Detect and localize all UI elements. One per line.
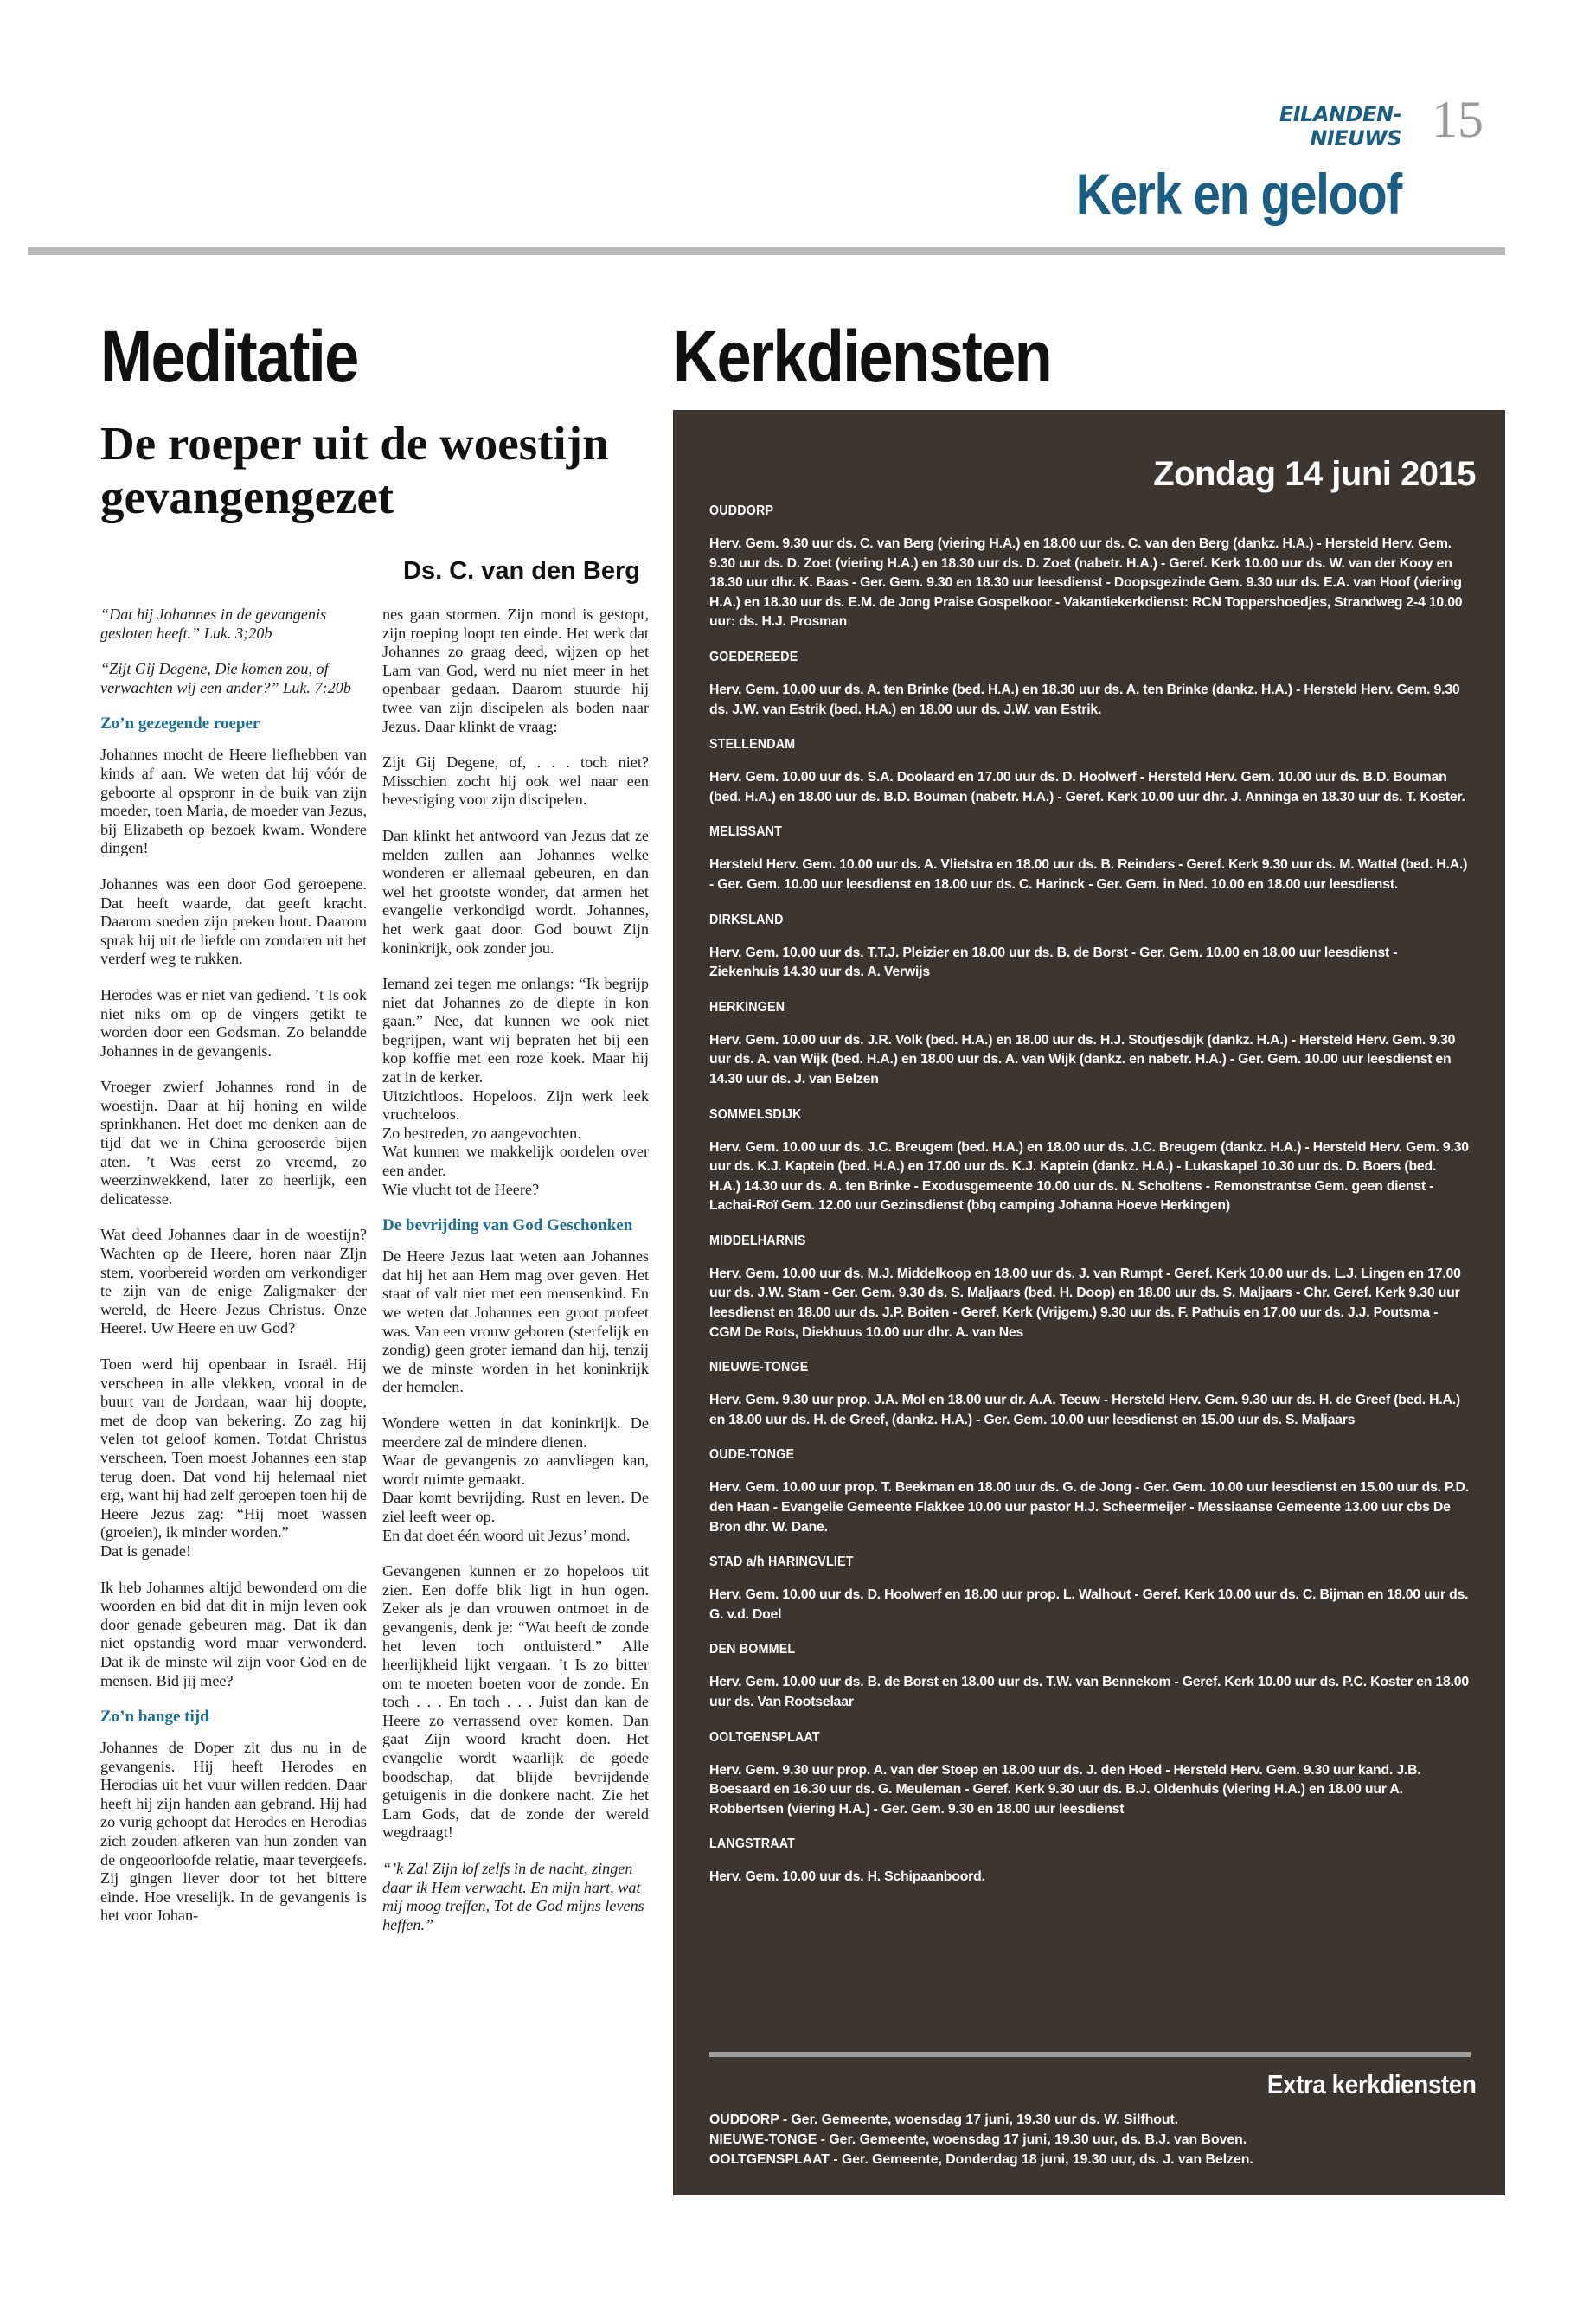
place-name: DEN BOMMEL	[709, 1642, 796, 1657]
place-name: MIDDELHARNIS	[709, 1233, 806, 1248]
quote: “’k Zal Zijn lof zelfs in de nacht, zingen daar ik Hem verwacht. En mijn hart, wat mij moog treffen, Tot de God mijns levens heffen.”	[382, 1860, 644, 1933]
paragraph: De Heere Jezus laat weten aan Johannes dat hij het aan Hem mag over geven. Het staat of valt niet met een mensenkind. En we weten dat Johannes een groot profeet was. Van een vrouw geboren (sterfelijk en zondig) geen groter iemand dan hij, tenzij we de minste worden in het koninkrijk der hemelen.	[382, 1247, 649, 1396]
place-services: Herv. Gem. 9.30 uur ds. C. van Berg (viering H.A.) en 18.00 uur ds. C. van den Berg (dankz. H.A.) - Hersteld Herv. Gem. 9.30 uur ds. D. Zoet (viering H.A.) en 18.30 uur ds. D. Zoet (nabetr. H.A.) - Geref. Kerk 10.00 uur ds. W. van der Kooy en 18.30 uur dhr. K. Baas - Ger. Gem. 9.30 en 18.30 uur leesdienst - Doopsgezinde Gem. 9.30 uur ds. E.A. van Hoof (viering H.A.) en 18.30 uur ds. E.M. de Jong Praise Gospelkoor - Vakantiekerkdienst: RCN Toppershoedjes, Strandweg 2-4 10.00 uur: ds. H.J. Prosman	[709, 536, 1463, 630]
place-name: HERKINGEN	[709, 999, 785, 1015]
paragraph: Gevangenen kunnen er zo hopeloos uit zien. Een doffe blik ligt in hun ogen. Zeker als je dan vrouwen ontmoet in de gevangenis, denk je: “Wat heeft de zonde het leven toch ontluisterd.” Alle heerlijkheid lijkt vergaan. ’t Is zo bitter om te moeten boeten voor de zonde. En toch . . . En toch . . . Juist dan kan de Heere zo verrassend over komen. Dan gaat Zijn woord kracht doen. Het evangelie wordt waarlijk de goede boodschap, dat blijde bevrijdende getuigenis in die donkere nacht. Zie het Lam Gods, dat de zonde der wereld wegdraagt!	[382, 1562, 649, 1842]
page-number: 15	[1432, 91, 1484, 148]
article-title: De roeper uit de woestijn gevangengezet	[100, 417, 609, 523]
article-column-2	[382, 606, 649, 1952]
quote: “Dat hij Johannes in de gevangenis gesloten heeft.” Luk. 3;20b	[100, 606, 327, 642]
extra-divider	[709, 2052, 1471, 2057]
place-name: OUDDORP	[709, 503, 774, 518]
place-name: DIRKSLAND	[709, 912, 784, 927]
paragraph: Dan klinkt het antwoord van Jezus dat ze melden zullen aan Johannes welke wonderen er allemaal gebeuren, en dan wel het grootste wonder, dat armen het evangelie verkondigd wordt. Johannes, het werk gaat door. God bouwt Zijn koninkrijk, ook zonder jou.	[382, 826, 649, 957]
place-name: STAD a/h HARINGVLIET	[709, 1554, 854, 1570]
section-title: Kerk en geloof	[1075, 162, 1401, 226]
paragraph: Dat is genade!	[100, 1541, 192, 1560]
extra-service-line: OOLTGENSPLAAT - Ger. Gemeente, Donderdag 18 juni, 19.30 uur, ds. J. van Belzen.	[709, 2151, 1253, 2167]
place-name: SOMMELSDIJK	[709, 1106, 802, 1122]
subheading: Zo’n bange tijd	[100, 1708, 209, 1727]
place-name: STELLENDAM	[709, 737, 796, 753]
place-services: Herv. Gem. 10.00 uur ds. S.A. Doolaard en 17.00 uur ds. D. Hoolwerf - Hersteld Herv. Gem. 10.00 uur ds. B.D. Bouman (bed. H.A.) en 18.00 uur ds. B.D. Bouman (nabetr. H.A.) - Geref. Kerk 10.00 uur dhr. J. Anninga en 18.30 uur ds. T. Koster.	[709, 770, 1465, 804]
paragraph: Ik heb Johannes altijd bewonderd om die woorden en bid dat dit in mijn leven ook door genade gebeuren mag. Dat ik dan niet opstandig word maar verwonderd. Dat ik de minste wil zijn voor God en de mensen. Bid jij mee?	[100, 1578, 367, 1689]
meditatie-heading: Meditatie	[100, 316, 358, 397]
place-services: Herv. Gem. 10.00 uur prop. T. Beekman en 18.00 uur ds. G. de Jong - Ger. Gem. 10.00 uur leesdienst en 15.00 uur ds. P.D. den Haan - Evangelie Gemeente Flakkee 10.00 uur pastor H.J. Scheermeijer - Messiaanse Gemeente 13.00 uur cbs De Bron dhr. W. Dane.	[709, 1480, 1469, 1535]
place-name: NIEUWE-TONGE	[709, 1360, 809, 1375]
paragraph: Daar komt bevrijding. Rust en leven. De ziel leeft weer op.	[382, 1489, 649, 1525]
place-services: Herv. Gem. 10.00 uur ds. J.C. Breugem (bed. H.A.) en 18.00 uur ds. J.C. Breugem (dankz. H.A.) - Hersteld Herv. Gem. 9.30 uur ds. K.J. Kaptein (bed. H.A.) en 17.00 uur ds. K.J. Kaptein (dankz. H.A.) - Lukaskapel 10.30 uur ds. D. Boers (bed. H.A.) 14.30 uur ds. A. ten Brinke - Exodusgemeente 10.00 uur ds. N. Scholtens - Remonstrantse Gem. geen dienst - Lachai-Roï Gem. 12.00 uur Gezinsdienst (bbq camping Johanna Hoeve Herkingen)	[709, 1139, 1469, 1214]
place-name: MELISSANT	[709, 824, 783, 840]
place-services: Herv. Gem. 10.00 uur ds. D. Hoolwerf en 18.00 uur prop. L. Walhout - Geref. Kerk 10.00 uur ds. C. Bijman en 18.00 uur ds. G. v.d. Doel	[709, 1587, 1469, 1622]
place-name: GOEDEREEDE	[709, 649, 798, 664]
paragraph: Wondere wetten in dat koninkrijk. De meerdere zal de mindere dienen.	[382, 1413, 649, 1451]
extra-services-list	[709, 2111, 1471, 2170]
paragraph: Vroeger zwierf Johannes rond in de woestijn. Daar at hij honing en wilde sprinkhanen. Het doet me denken aan de tijd dat we in China gerooserde bijen aten. ’t Was eerst zo vreemd, zo weerzinwekkend, later zo heerlijk, een delicatesse.	[100, 1078, 367, 1208]
place-services: Herv. Gem. 10.00 uur ds. M.J. Middelkoop en 18.00 uur ds. J. van Rumpt - Geref. Kerk 10.00 uur ds. L.J. Lingen en 17.00 uur ds. J.W. Stam - Ger. Gem. 9.30 ds. S. Maljaars (bed. H. Doop) en 18.00 uur ds. S. Maljaars - Chr. Geref. Kerk 9.30 uur leesdienst en 18.00 uur ds. J.P. Boiten - Geref. Kerk (Vrijgem.) 9.30 uur ds. F. Pathuis en 17.00 uur ds. J.J. Poutsma - CGM De Rots, Diekhuus 10.00 uur dhr. A. van Nes	[709, 1266, 1461, 1340]
place-services: Herv. Gem. 10.00 uur ds. T.T.J. Pleizier en 18.00 uur ds. B. de Borst - Ger. Gem. 10.00 en 18.00 uur leesdienst - Ziekenhuis 14.30 uur ds. A. Verwijs	[709, 945, 1398, 980]
paragraph: Herodes was er niet van gediend. ’t Is ook niet niks om op de vingers getikt te worden door een Godsman. Zo belandde Johannes in de gevangenis.	[100, 985, 367, 1060]
paragraph: En dat doet één woord uit Jezus’ mond.	[382, 1526, 631, 1544]
paragraph: Johannes mocht de Heere liefhebben van kinds af aan. We weten dat hij vóór de geboorte al opspronг in de buik van zijn moeder, toen Maria, de moeder van Jezus, bij Elizabeth op bezoek kwam. Wondere dingen!	[100, 746, 367, 857]
place-name: OUDE-TONGE	[709, 1447, 795, 1463]
paragraph: Johannes was een door God geroepene. Dat heeft waarde, dat geeft kracht. Daarom sneden zijn preken hout. Daarom sprak hij uit de liefde om zondaren uit het verderf weg te rukken.	[100, 875, 367, 968]
article-author: Ds. C. van den Berg	[403, 557, 640, 585]
paragraph: Wat deed Johannes daar in de woestijn? Wachten op de Heere, horen naar ZIjn stem, voorbereid worden om verkondiger te zijn van de enige Zaligmaker der wereld, de Heere Jezus Christus. Onze Heere!. Uw Heere en uw God?	[100, 1226, 367, 1337]
paragraph: Waar de gevangenis zo aanvliegen kan, wordt ruimte gemaakt.	[382, 1452, 649, 1488]
paragraph: Wie vlucht tot de Heere?	[382, 1180, 540, 1198]
paragraph: Johannes de Doper zit dus nu in de gevangenis. Hij heeft Herodes en Herodias uit het vuur willen redden. Daar heeft hij zijn handen aan gebrand. Hij had zo vurig gehoopt dat Herodes en Herodias zich zouden afkeren van hun zonden van de ongeoorloofde relatie, maar tevergeefs. Zij gingen liever door tot het bittere einde. Hoe vreselijk. In de gevangenis is het voor Johan-	[100, 1739, 367, 1925]
subheading: Zo’n gezegende roeper	[100, 715, 260, 734]
place-services: Herv. Gem. 10.00 uur ds. J.R. Volk (bed. H.A.) en 18.00 uur ds. H.J. Stoutjesdijk (dankz. H.A.) - Hersteld Herv. Gem. 9.30 uur ds. A. van Wijk (bed. H.A.) en 18.00 uur ds. A. van Wijk (dankz. en nabetr. H.A.) - Ger. Gem. 10.00 uur leesdienst en 14.30 uur ds. J. van Belzen	[709, 1032, 1456, 1086]
place-services: Herv. Gem. 10.00 uur ds. A. ten Brinke (bed. H.A.) en 18.30 uur ds. A. ten Brinke (dankz. H.A.) - Hersteld Herv. Gem. 9.30 ds. J.W. van Estrik (bed. H.A.) en 18.00 uur ds. J.W. van Estrik.	[709, 682, 1460, 717]
place-services: Herv. Gem. 10.00 uur ds. H. Schipaanboord.	[709, 1869, 985, 1885]
place-services: Herv. Gem. 9.30 uur prop. J.A. Mol en 18.00 uur dr. A.A. Teeuw - Hersteld Herv. Gem. 9.30 uur ds. H. de Greef (bed. H.A.) en 18.00 uur ds. H. de Greef, (dankz. H.A.) - Ger. Gem. 10.00 uur leesdienst en 15.00 uur ds. S. Maljaars	[709, 1393, 1460, 1427]
paragraph: Iemand zei tegen me onlangs: “Ik begrijp niet dat Johannes zo de diepte in kon gaan.” Nee, dat kunnen we ook niet begrijpen, want wij bepraten het bij een kop koffie met een roze koek. Maar hij zat in de kerker.	[382, 975, 649, 1086]
subheading: De bevrijding van God Geschonken	[382, 1216, 633, 1235]
paragraph: Zo bestreden, zo aangevochten.	[382, 1124, 581, 1142]
extra-service-line: OUDDORP - Ger. Gemeente, woensdag 17 juni, 19.30 uur ds. W. Silfhout.	[709, 2112, 1179, 2127]
paragraph: Wat kunnen we makkelijk oordelen over een ander.	[382, 1143, 649, 1180]
quote: “Zijt Gij Degene, Die komen zou, of verwachten wij een ander?” Luk. 7:20b	[100, 660, 351, 696]
paragraph: Uitzichtloos. Hopeloos. Zijn werk leek vruchteloos.	[382, 1086, 649, 1124]
service-listing	[709, 497, 1471, 1905]
place-services: Herv. Gem. 9.30 uur prop. A. van der Stoep en 18.00 uur ds. J. den Hoed - Hersteld Herv. Gem. 9.30 uur kand. J.B. Boesaard en 16.30 uur ds. G. Meuleman - Geref. Kerk 9.30 uur ds. B.J. Oldenhuis (viering H.A.) en 18.00 uur A. Robbertsen (viering H.A.) - Ger. Gem. 9.30 en 18.00 uur leesdienst	[709, 1762, 1421, 1817]
service-date: Zondag 14 juni 2015	[1153, 455, 1476, 493]
paragraph: Zijt Gij Degene, of, . . . toch niet? Misschien zocht hij ook wel naar een bevestiging voor zijn discipelen.	[382, 753, 649, 809]
place-name: OOLTGENSPLAAT	[709, 1729, 820, 1745]
place-services: Herv. Gem. 10.00 uur ds. B. de Borst en 18.00 uur ds. T.W. van Bennekom - Geref. Kerk 10.00 uur ds. P.C. Koster en 18.00 uur ds. Van Rootselaar	[709, 1675, 1469, 1709]
place-services: Hersteld Herv. Gem. 10.00 uur ds. A. Vlietstra en 18.00 uur ds. B. Reinders - Geref. Kerk 9.30 uur ds. M. Wattel (bed. H.A.) - Ger. Gem. 10.00 uur leesdienst en 18.00 uur ds. C. Harinck - Ger. Gem. in Ned. 10.00 en 18.00 uur leesdienst.	[709, 857, 1468, 892]
article-column-1	[100, 606, 367, 1943]
header-divider	[28, 247, 1505, 255]
extra-service-line: NIEUWE-TONGE - Ger. Gemeente, woensdag 17 juni, 19.30 uur, ds. B.J. van Boven.	[709, 2131, 1247, 2147]
kerkdiensten-heading: Kerkdiensten	[673, 316, 1052, 397]
paragraph: nes gaan stormen. Zijn mond is gestopt, zijn roeping loopt ten einde. Het werk dat Johannes zo graag deed, wijzen op het Lam van God, werd nu niet meer in het openbaar gedaan. Daarom stuurde hij twee van zijn discipelen als boden naar Jezus. Daar klinkt de vraag:	[382, 606, 649, 735]
paragraph: Toen werd hij openbaar in Israël. Hij verscheen in alle vlekken, vooral in de buurt van de Jordaan, waar hij doopte, met de doop van bekering. Zo zag hij velen tot geloof komen. Totdat Christus verscheen. Toen moest Johannes een stap terug doen. Dat vond hij helemaal niet erg, want hij had zelf geroepen toen hij de Heere Jezus zag: “Hij moet wassen (groeien), ik minder worden.”	[100, 1356, 367, 1541]
newspaper-brand: EILANDEN-NIEUWS	[1279, 102, 1401, 151]
extra-services-title: Extra kerkdiensten	[1266, 2069, 1476, 2099]
kerkdiensten-box	[673, 410, 1505, 2195]
place-name: LANGSTRAAT	[709, 1836, 796, 1852]
